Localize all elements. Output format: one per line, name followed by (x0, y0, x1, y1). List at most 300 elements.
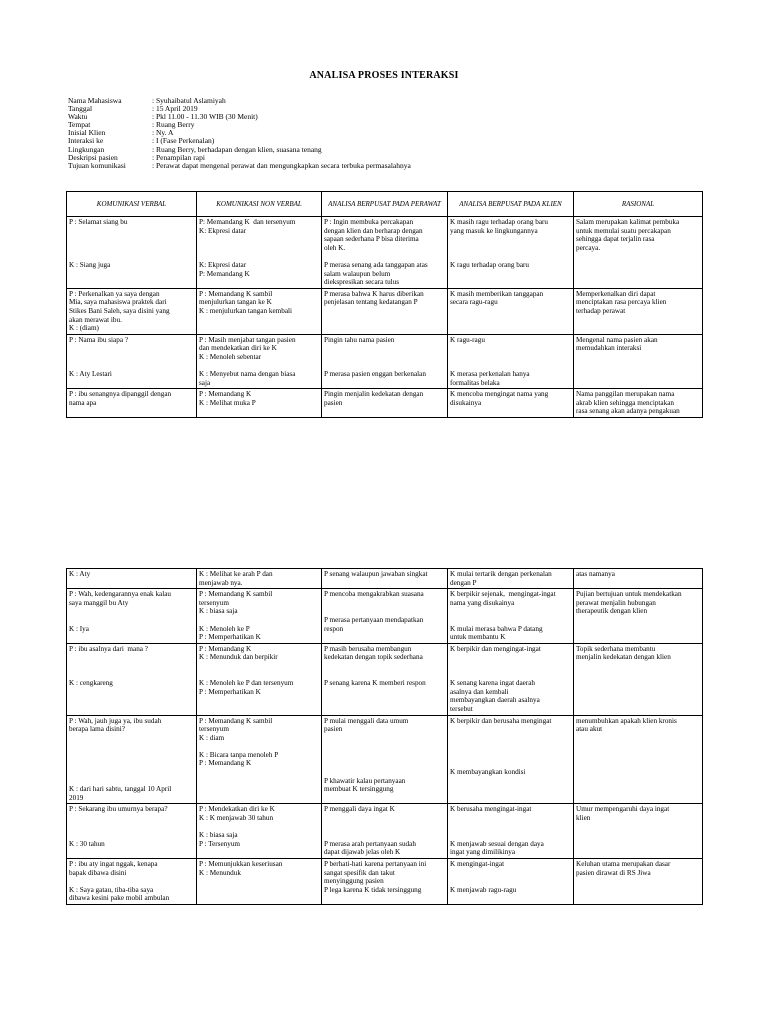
cell-line: K senang karena ingat daerah (450, 679, 536, 688)
cell-line: P : ibu aty ingat nggak, kenapa (69, 860, 158, 868)
cell-line: P : Memandang K (199, 759, 252, 768)
column-header: ANALISA BERPUSAT PADA KLIEN (448, 192, 574, 217)
table-cell (448, 569, 574, 589)
cell-line: P : Sekarang ibu umurnya berapa? (69, 805, 168, 814)
cell-line (199, 362, 319, 371)
cell-line: tersenyum (199, 598, 229, 607)
cell-line: untuk memulai suatu percakapan (576, 226, 671, 235)
table-cell (197, 389, 322, 418)
cell-line (450, 759, 571, 768)
table-row (67, 643, 703, 715)
info-row (68, 113, 411, 121)
cell-line (69, 823, 194, 832)
cell-line: P merasa pertanyaan mendapatkan (324, 615, 424, 624)
cell-line: P: Memandang K dan tersenyum (199, 218, 296, 226)
table-cell (322, 859, 448, 905)
cell-line: K : Saya gatau, tiba-tiba saya (69, 885, 154, 894)
info-value: : Pkl 11.00 - 11.30 WIB (30 Menit) (152, 112, 258, 122)
cell-line (69, 751, 194, 760)
cell-line (324, 353, 445, 362)
cell-line: K menjawab ragu-ragu (450, 885, 517, 894)
cell-line: formalitas belaka (450, 378, 500, 387)
table-cell (448, 217, 574, 289)
table-cell (197, 643, 322, 715)
cell-line (69, 877, 194, 886)
cell-line: yang masuk ke lingkungannya (450, 226, 538, 235)
info-label: Deskripsi pasien (68, 152, 118, 162)
table-cell (197, 804, 322, 859)
table-cell (197, 334, 322, 389)
cell-line: K : Melihat ke arah P dan (199, 570, 273, 578)
cell-line: P : Nama ibu siapa ? (69, 335, 129, 344)
info-row (68, 162, 411, 170)
info-label: Waktu (68, 112, 88, 122)
cell-line: K masih memberikan tanggapan (450, 289, 544, 298)
table-cell (197, 288, 322, 334)
cell-line: K ragu-ragu (450, 335, 485, 344)
table-cell (322, 334, 448, 389)
cell-line: klien (576, 814, 591, 823)
column-header: KOMUNIKASI VERBAL (67, 192, 197, 217)
cell-line: K : Aty (69, 570, 91, 578)
info-value: : Ny. A (152, 128, 174, 138)
cell-line (324, 671, 445, 680)
cell-line (450, 662, 571, 671)
cell-line: K : 30 tahun (69, 839, 105, 848)
table-cell (574, 804, 703, 859)
cell-line: P mencoba mengakrabkan suasana (324, 590, 424, 599)
cell-line: P : Tersenyum (199, 839, 241, 848)
cell-line (69, 742, 194, 751)
cell-line: K mulai merasa bahwa P datang (450, 624, 543, 633)
cell-line: secara ragu-ragu (450, 298, 498, 307)
info-label: Lingkungan (68, 144, 105, 154)
cell-line (450, 244, 571, 253)
table-row (67, 569, 703, 589)
cell-line: membuat K tersinggung (324, 785, 394, 794)
table-cell (574, 389, 703, 418)
cell-line: saya manggil bu Aty (69, 598, 129, 607)
cell-line (450, 831, 571, 840)
info-row (68, 121, 411, 129)
cell-line: P menggali daya ingat K (324, 805, 395, 814)
cell-line: P : ibu senangnya dipanggil dengan (69, 390, 172, 399)
table-cell (67, 288, 197, 334)
cell-line: K ragu terhadap orang baru (450, 260, 530, 269)
cell-line: K : Menoleh ke P (199, 624, 250, 633)
interaction-info (68, 97, 411, 170)
cell-line (199, 616, 319, 625)
cell-line: K : Bicara tanpa menoleh P (199, 750, 279, 759)
cell-line (199, 235, 319, 244)
table-cell (322, 715, 448, 804)
cell-line: K mencoba mengingat nama yang (450, 390, 549, 399)
table-cell (574, 217, 703, 289)
cell-line: K : Iya (69, 624, 89, 633)
column-header: ANALISA BERPUSAT PADA PERAWAT (322, 192, 448, 217)
table-cell (322, 569, 448, 589)
cell-line: therapeutik dengan klien (576, 607, 648, 616)
cell-line: diekspresikan secara tulus (324, 278, 400, 287)
cell-line: P : Selamat siang bu (69, 218, 128, 226)
cell-line: tersenyum (199, 725, 229, 734)
cell-line (69, 252, 194, 261)
cell-line: P berhati-hati karena pertanyaan ini (324, 860, 427, 868)
cell-line (324, 814, 445, 823)
table-row (67, 859, 703, 905)
cell-line: P : Memandang K (199, 644, 252, 653)
cell-line (69, 759, 194, 768)
table-row (67, 804, 703, 859)
cell-line: dapat dijawab jelas oleh K (324, 848, 401, 857)
table-cell (322, 389, 448, 418)
table-cell (197, 569, 322, 589)
cell-line: menjalin kedekatan dengan klien (576, 653, 671, 662)
cell-line: K berpikir sejenak, mengingat-ingat (450, 590, 556, 599)
table-cell (67, 217, 197, 289)
cell-line: pasien (324, 725, 343, 734)
cell-line: rasa senang akan adanya pengakuan (576, 407, 680, 416)
cell-line: K : Aty Lestari (69, 370, 112, 379)
cell-line (69, 653, 194, 662)
cell-line: sehingga dapat terjalin rasa (576, 235, 655, 244)
cell-line: sangat spesifik dan takut (324, 868, 395, 877)
cell-line: K : cengkareng (69, 679, 113, 688)
cell-line (450, 671, 571, 680)
cell-line (450, 607, 571, 616)
column-header: KOMUNIKASI NON VERBAL (197, 192, 322, 217)
cell-line (324, 742, 445, 751)
cell-line: P : ibu asalnya dari mana ? (69, 644, 148, 653)
cell-line: K : diam (199, 733, 225, 742)
cell-line: K berpikir dan berusaha mengingat (450, 716, 552, 725)
cell-line: memudahkan interaksi (576, 344, 642, 353)
cell-line: K : K menjawab 30 tahun (199, 814, 274, 823)
table-cell (67, 334, 197, 389)
cell-line: akan merawat ibu. (69, 315, 122, 324)
cell-line (69, 353, 194, 362)
cell-line: P senang karena K memberi respon (324, 679, 426, 688)
cell-line: P : Memunjukkan keseriusan (199, 860, 283, 868)
cell-line: K berpikir dan mengingat-ingat (450, 644, 541, 653)
cell-line: P senang walaupun jawaban singkat (324, 570, 428, 578)
cell-line: tersebut (450, 704, 473, 713)
info-row (68, 129, 411, 137)
cell-line (324, 823, 445, 832)
cell-line (324, 831, 445, 840)
table-cell (322, 804, 448, 859)
info-label: Interaksi ke (68, 136, 104, 146)
table-cell (67, 643, 197, 715)
table-cell (67, 589, 197, 644)
cell-line: respon (324, 624, 344, 633)
cell-line: P : Memandang K sambil (199, 590, 273, 599)
cell-line: K : Melihat muka P (199, 398, 256, 407)
cell-line: K: Ekpresi datar (199, 260, 247, 269)
cell-line: Nama panggilan merupakan nama (576, 390, 675, 399)
table-cell (322, 288, 448, 334)
cell-line (69, 734, 194, 743)
cell-line: P : Ingin membuka percakapan (324, 218, 414, 226)
interaction-table-1 (66, 191, 703, 418)
table-cell (448, 288, 574, 334)
cell-line: membayangkan daerah asalnya (450, 696, 540, 705)
info-value: : Syuhaibatul Aslamiyah (152, 96, 226, 105)
cell-line (69, 768, 194, 777)
cell-line: K: Ekpresi datar (199, 226, 247, 235)
cell-line: penjelasan tentang kedatangan P (324, 298, 418, 307)
cell-line: K : biasa saja (199, 607, 238, 616)
info-label: Tanggal (68, 104, 93, 114)
cell-line (450, 751, 571, 760)
cell-line: P merasa arah pertanyaan sudah (324, 839, 416, 848)
cell-line: P merasa pasien enggan berkenalan (324, 370, 426, 379)
cell-line (450, 725, 571, 734)
cell-line (324, 734, 445, 743)
cell-line: Pujian bertujuan untuk mendekatkan (576, 590, 682, 599)
cell-line (450, 877, 571, 886)
cell-line: Pingin tahu nama pasien (324, 335, 395, 344)
cell-line: menjawab nya. (199, 578, 243, 587)
cell-line: menciptakan rasa percaya klien (576, 298, 667, 307)
cell-line: K : Menoleh ke P dan tersenyum (199, 679, 294, 688)
info-value: : 15 April 2019 (152, 104, 198, 114)
info-label: Tempat (68, 120, 91, 130)
table-cell (574, 589, 703, 644)
info-value: : Ruang Berry (152, 120, 195, 130)
cell-line: untuk membantu K (450, 633, 506, 642)
cell-line: K : dari hari sabtu, tanggal 10 April (69, 785, 172, 794)
cell-line: Mia, saya mahasiswa praktek dari (69, 298, 167, 307)
cell-line: P : Memperhatikan K (199, 687, 261, 696)
table-cell (574, 288, 703, 334)
cell-line (199, 252, 319, 261)
cell-line: P : Mendekatkan diri ke K (199, 805, 275, 814)
cell-line: disukainya (450, 398, 482, 407)
cell-line: nama apa (69, 398, 97, 407)
info-value: : Penampilan rapi (152, 152, 205, 162)
cell-line: dibawa kesini pake mobil ambulan (69, 894, 170, 903)
cell-line (69, 344, 194, 353)
cell-line: 2019 (69, 793, 84, 802)
cell-line: P lega karena K tidak tersinggung (324, 885, 422, 894)
cell-line: P masih berusaha membangun (324, 644, 412, 653)
table-cell (197, 217, 322, 289)
cell-line (69, 607, 194, 616)
cell-line (450, 869, 571, 878)
cell-line (69, 227, 194, 236)
cell-line (450, 742, 571, 751)
cell-line: dengan P (450, 578, 477, 587)
cell-line (324, 252, 445, 261)
info-value: : Ruang Berry, berhadapan dengan klien, suasana tenang (152, 144, 322, 154)
table-cell (67, 715, 197, 804)
cell-line (324, 362, 445, 371)
cell-line (199, 662, 319, 671)
cell-line: K : biasa saja (199, 831, 238, 840)
cell-line (69, 362, 194, 371)
cell-line: akrab klien sehingga menciptakan (576, 398, 674, 407)
table-cell (448, 589, 574, 644)
cell-line (324, 599, 445, 608)
table-cell (67, 389, 197, 418)
document-title: ANALISA PROSES INTERAKSI (309, 70, 459, 81)
cell-line: Keluhan utama merupakan dasar (576, 860, 671, 868)
cell-line: sapaan sederhana P bisa diterima (324, 235, 419, 244)
cell-line: K : Siang juga (69, 260, 111, 269)
cell-line: P : Memandang K (199, 390, 252, 399)
interaction-table-2 (66, 568, 703, 905)
cell-line (324, 751, 445, 760)
cell-line (69, 662, 194, 671)
cell-line (450, 235, 571, 244)
cell-line: asalnya dan kembali (450, 687, 509, 696)
cell-line (69, 244, 194, 253)
cell-line (450, 252, 571, 261)
cell-line: K merasa perkenalan hanya (450, 370, 530, 379)
cell-line: K membayangkan kondisi (450, 768, 526, 777)
cell-line: menjulurkan tangan ke K (199, 298, 272, 307)
table-cell (448, 643, 574, 715)
table-cell (197, 859, 322, 905)
info-label: Inisial Klien (68, 128, 106, 138)
cell-line: bapak dibawa disini (69, 868, 127, 877)
cell-line: Topik sederhana membantu (576, 644, 656, 653)
table-cell (448, 859, 574, 905)
table-cell (448, 389, 574, 418)
cell-line (450, 814, 571, 823)
cell-line (324, 768, 445, 777)
cell-line: Memperkenalkan diri dapat (576, 289, 656, 298)
cell-line (324, 759, 445, 768)
table-cell (67, 569, 197, 589)
table-row (67, 715, 703, 804)
cell-line (324, 662, 445, 671)
cell-line: Umur mempengaruhi daya ingat (576, 805, 670, 814)
table-row (67, 334, 703, 389)
table-cell (574, 334, 703, 389)
cell-line: P : Masih menjabat tangan pasien (199, 335, 296, 344)
cell-line: K : menjulurkan tangan kembali (199, 306, 293, 315)
cell-line: salam walaupun belum (324, 269, 391, 278)
cell-line (324, 344, 445, 353)
cell-line: K : (diam) (69, 324, 99, 333)
table-row (67, 217, 703, 289)
cell-line (450, 344, 571, 353)
cell-line: P : Memandang K sambil (199, 716, 273, 725)
cell-line: nama yang disukainya (450, 598, 515, 607)
cell-line (199, 671, 319, 680)
cell-line: K mengingat-ingat (450, 860, 505, 868)
info-row (68, 146, 411, 154)
cell-line: oleh K. (324, 243, 346, 252)
cell-line (199, 823, 319, 832)
cell-line: K mulai tertarik dengan perkenalan (450, 570, 552, 578)
cell-line (324, 607, 445, 616)
cell-line (69, 671, 194, 680)
cell-line: P : Memperhatikan K (199, 633, 261, 642)
cell-line: P : Wah, kedengarannya enak kalau (69, 590, 172, 599)
table-cell (322, 217, 448, 289)
cell-line (450, 734, 571, 743)
info-label: Tujuan komunikasi (68, 160, 126, 170)
cell-line: dan mendekatkan diri ke K (199, 344, 277, 353)
column-header: RASIONAL (574, 192, 703, 217)
table-cell (574, 643, 703, 715)
table-cell (197, 589, 322, 644)
cell-line: Mengenal nama pasien akan (576, 335, 658, 344)
cell-line (69, 616, 194, 625)
table-cell (448, 715, 574, 804)
cell-line: K masih ragu terhadap orang baru (450, 218, 548, 226)
cell-line (450, 616, 571, 625)
cell-line: saja (199, 378, 211, 387)
cell-line: kedekatan dengan topik sederhana (324, 653, 423, 662)
cell-line: berapa lama disini? (69, 725, 125, 734)
cell-line: K berusaha mengingat-ingat (450, 805, 532, 814)
cell-line: P mulai menggali data umum (324, 716, 409, 725)
cell-line (450, 362, 571, 371)
cell-line: terhadap perawat (576, 306, 626, 315)
table-cell (574, 859, 703, 905)
cell-line: P : Memandang K sambil (199, 289, 273, 298)
cell-line (69, 235, 194, 244)
cell-line (69, 831, 194, 840)
table-cell (574, 569, 703, 589)
table-row (67, 589, 703, 644)
cell-line: atas namanya (576, 570, 615, 578)
table-cell (67, 804, 197, 859)
table-row (67, 389, 703, 418)
cell-line: K : Menyebut nama dengan biasa (199, 370, 296, 379)
cell-line: percaya. (576, 243, 601, 252)
cell-line (450, 823, 571, 832)
cell-line: pasien (324, 398, 343, 407)
cell-line: P khawatir kalau pertanyaan (324, 776, 406, 785)
cell-line: ingat yang dimilikinya (450, 848, 516, 857)
cell-line (199, 244, 319, 253)
cell-line: Pingin menjalin kedekatan dengan (324, 390, 424, 399)
cell-line (450, 653, 571, 662)
info-value: : Perawat dapat mengenal perawat dan mengungkapkan secara terbuka permasalahnya (152, 160, 411, 170)
cell-line: K : Menoleh sebentar (199, 352, 262, 361)
cell-line: K : Menunduk dan berpikir (199, 653, 278, 662)
info-row (68, 97, 411, 105)
cell-line: P : Wah, jauh juga ya, ibu sudah (69, 716, 162, 725)
cell-line: menumbuhkan apakah klien kronis (576, 716, 677, 725)
table-cell (574, 715, 703, 804)
cell-line: pasien dirawat di RS Jiwa (576, 868, 651, 877)
table-cell (197, 715, 322, 804)
table-cell (448, 804, 574, 859)
info-label: Nama Mahasiswa (68, 96, 122, 105)
cell-line (199, 742, 319, 751)
cell-line (69, 814, 194, 823)
cell-line: dengan klien dan berharap dengan (324, 226, 423, 235)
cell-line: P merasa senang ada tanggapan atas (324, 260, 428, 269)
cell-line: atau akut (576, 725, 603, 734)
table-cell (322, 589, 448, 644)
table-cell (448, 334, 574, 389)
table-cell (322, 643, 448, 715)
cell-line: P merasa bahwa K harus diberikan (324, 289, 424, 298)
table-cell (67, 859, 197, 905)
table-row (67, 288, 703, 334)
cell-line: Stikes Bani Saleh, saya disini yang (69, 306, 170, 315)
cell-line: perawat menjalin hubungan (576, 598, 656, 607)
cell-line (450, 353, 571, 362)
cell-line: menyinggung pasien (324, 877, 384, 886)
